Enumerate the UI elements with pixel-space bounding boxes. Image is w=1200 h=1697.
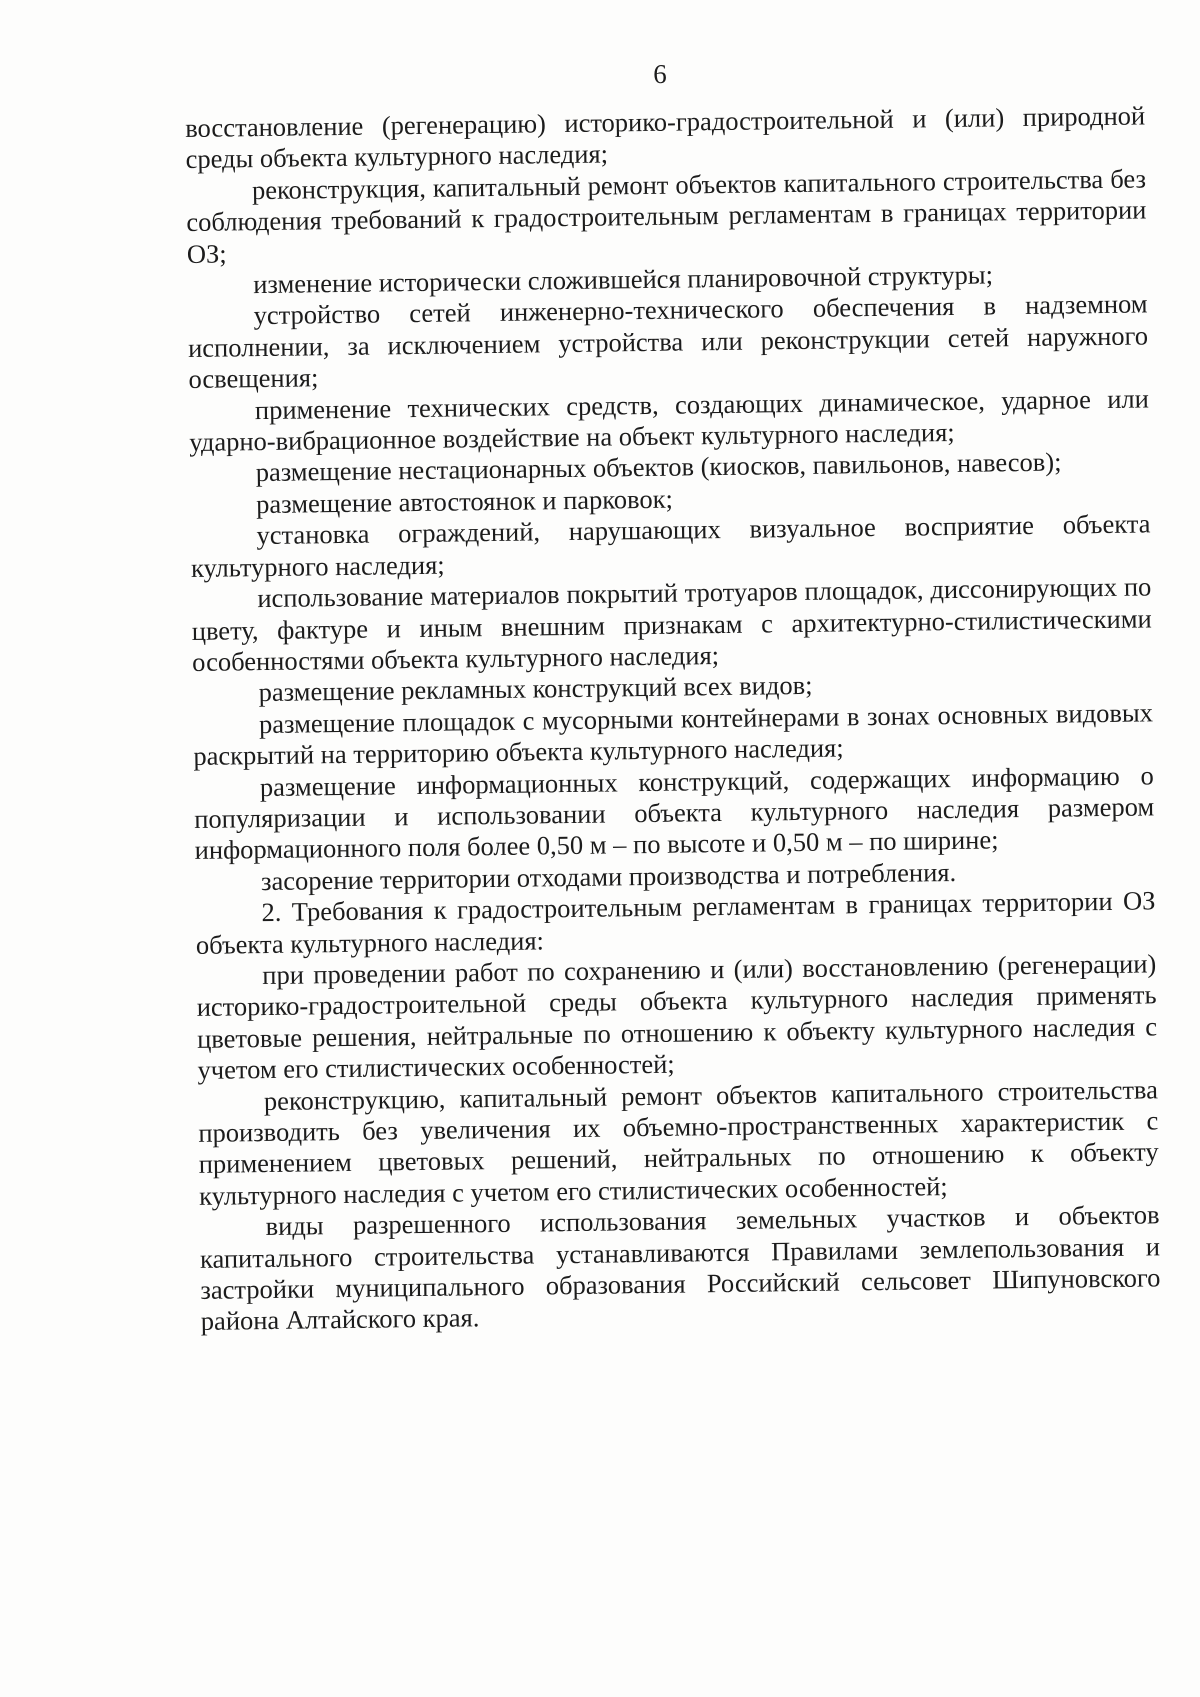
paragraph: размещение автостоянок и парковок; <box>255 483 674 519</box>
paragraph: размещение площадок с мусорными контейнерами в зонах основных видовых раскрытий на территорию объекта культурного наследия; <box>193 697 1154 772</box>
paragraph: виды разрешенного использования земельных участков и объектов капитального строительства устанавливаются Правилами землепользования и застройки муниципального образования Российский сельсовет Шипуновского района Алтайского края. <box>199 1199 1161 1337</box>
paragraph: устройство сетей инженерно-технического обеспечения в надземном исполнении, за исключением устройства или реконструкции сетей наружного освещения; <box>187 288 1149 395</box>
paragraph: при проведении работ по сохранению и (или) восстановлению (регенерации) историко-градостроительной среды объекта культурного наследия применять цветовые решения, нейтральные по отношению к объекту культурного наследия с учетом его стилистических особенностей; <box>196 948 1158 1086</box>
paragraph: размещение нестационарных объектов (киосков, павильонов, навесов); <box>255 447 1062 488</box>
paragraph: реконструкция, капитальный ремонт объектов капитального строительства без соблюдения требований к градостроительным регламентам в границах территории ОЗ; <box>186 163 1147 269</box>
paragraph: использование материалов покрытий тротуаров площадок, диссонирующих по цвету, фактуре и иным внешним признакам с архитектурно-стилистическими особенностями объекта культурного наследия; <box>191 571 1152 677</box>
document-body <box>185 100 1161 1337</box>
paragraph: изменение исторически сложившейся планировочной структуры; <box>253 259 994 300</box>
paragraph: установка ограждений, нарушающих визуальное восприятие объекта культурного наследия; <box>190 508 1151 583</box>
paragraph: размещение информационных конструкций, содержащих информацию о популяризации и использовании объекта культурного наследия размером информационного поля более 0,50 м – по высоте и 0,50 м – по ширине; <box>194 759 1155 866</box>
paragraph: размещение рекламных конструкций всех видов; <box>258 670 813 708</box>
paragraph: реконструкцию, капитальный ремонт объектов капитального строительства производить без увеличения их объемно-пространственных характеристик с применением цветовых решений, нейтральных по отношению к объекту культурного наследия с учетом его стилистических особенностей; <box>198 1073 1159 1211</box>
paragraph: восстановление (регенерацию) историко-градостроительной и (или) природной среды объекта культурного наследия; <box>185 100 1146 175</box>
section-heading-paragraph: 2. Требования к градостроительным регламентам в границах территории ОЗ объекта культурного наследия: <box>195 885 1156 960</box>
paragraph: засорение территории отходами производства и потребления. <box>260 856 957 896</box>
paragraph: применение технических средств, создающих динамическое, ударное или ударно-вибрационное воздействие на объект культурного наследия; <box>189 383 1150 458</box>
page-number: 6 <box>653 59 667 89</box>
